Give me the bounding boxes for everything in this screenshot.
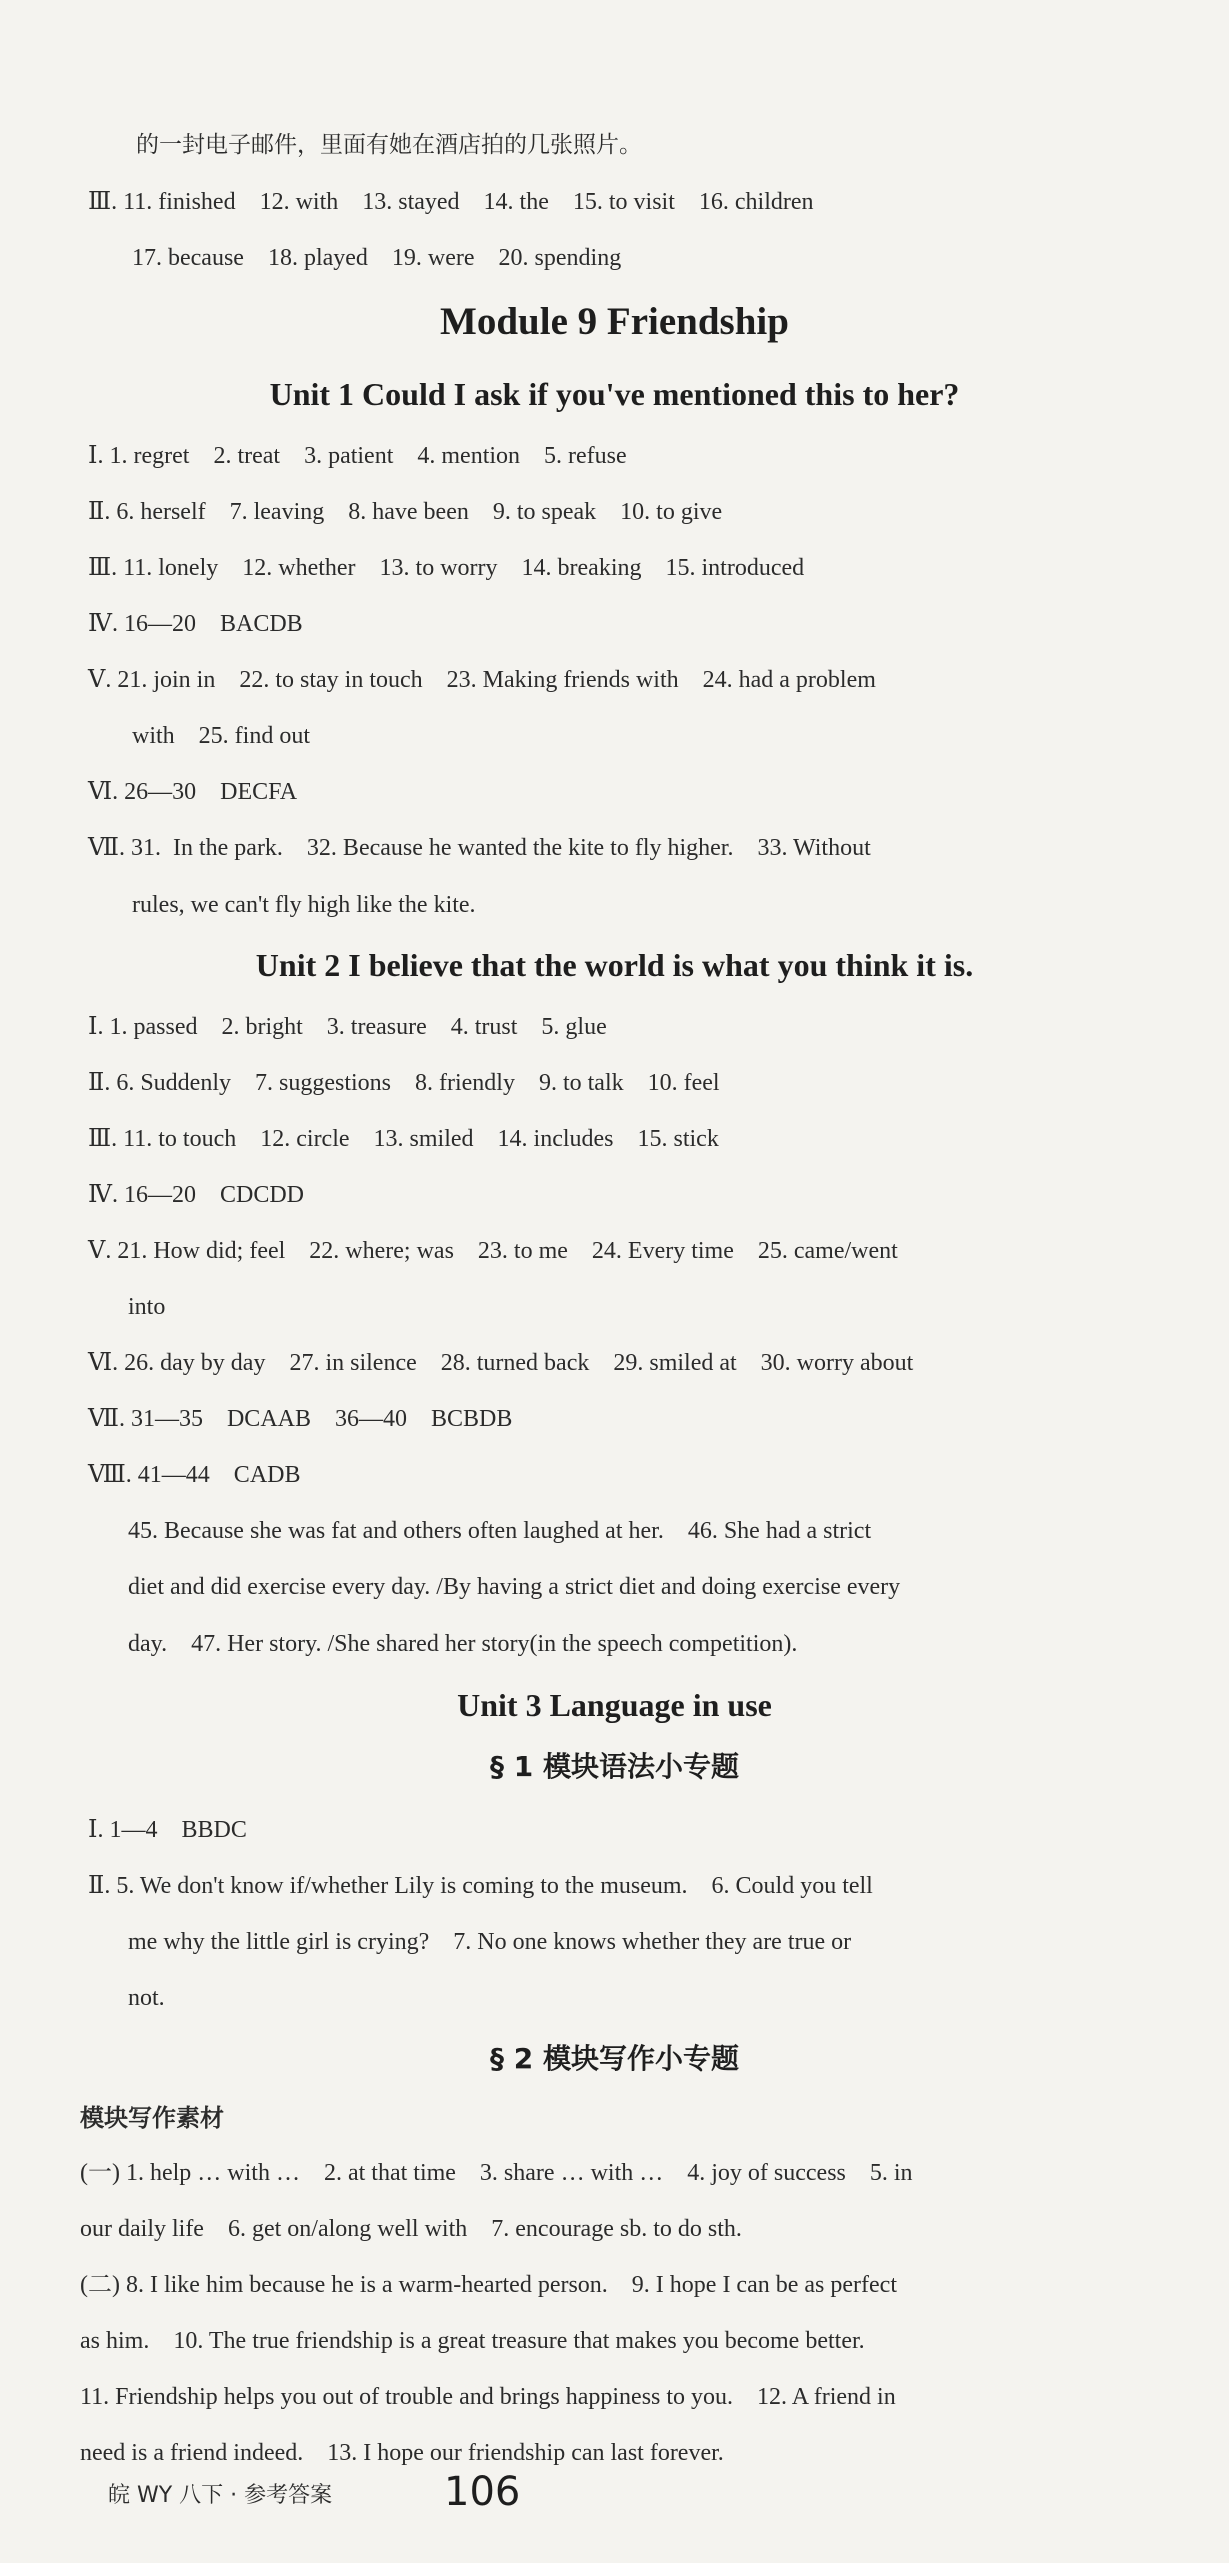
answer-line: Ⅳ. 16—20 CDCDD (88, 1182, 304, 1208)
unit-heading: Unit 3 Language in use (457, 1687, 772, 1723)
answer-line: Ⅵ. 26—30 DECFA (88, 779, 298, 805)
answer-line: diet and did exercise every day. /By having a strict diet and doing exercise every (128, 1574, 901, 1600)
answer-line: 45. Because she was fat and others often laughed at her. 46. She had a strict (128, 1518, 872, 1544)
answer-line: our daily life 6. get on/along well with 7. encourage sb. to do sth. (80, 2216, 742, 2242)
answer-line: Ⅳ. 16—20 BACDB (88, 611, 303, 637)
answer-line: Ⅵ. 26. day by day 27. in silence 28. turned back 29. smiled at 30. worry about (88, 1350, 914, 1376)
answer-line: Ⅱ. 5. We don't know if/whether Lily is coming to the museum. 6. Could you tell (88, 1873, 873, 1899)
answer-line: into (128, 1294, 166, 1320)
answer-line: Ⅰ. 1. passed 2. bright 3. treasure 4. trust 5. glue (88, 1014, 607, 1040)
footer-label: 皖 WY 八下 · 参考答案 (108, 2483, 333, 2508)
answer-line: not. (128, 1985, 165, 2011)
answer-line: 17. because 18. played 19. were 20. spending (132, 245, 622, 271)
answer-line: me why the little girl is crying? 7. No one knows whether they are true or (128, 1929, 852, 1955)
answer-line: Ⅰ. 1. regret 2. treat 3. patient 4. mention 5. refuse (88, 443, 627, 469)
module-heading: Module 9 Friendship (440, 300, 789, 343)
answer-line: Ⅲ. 11. lonely 12. whether 13. to worry 14. breaking 15. introduced (88, 555, 805, 581)
answer-line: (二) 8. I like him because he is a warm-hearted person. 9. I hope I can be as perfect (80, 2272, 897, 2298)
answer-line: 11. Friendship helps you out of trouble and brings happiness to you. 12. A friend in (80, 2384, 896, 2410)
answer-line: as him. 10. The true friendship is a great treasure that makes you become better. (80, 2328, 865, 2354)
answer-line: with 25. find out (132, 723, 310, 749)
unit-heading: Unit 2 I believe that the world is what you think it is. (255, 947, 974, 983)
answer-line: Ⅰ. 1—4 BBDC (88, 1817, 247, 1843)
materials-label: 模块写作素材 (80, 2104, 224, 2132)
answer-line: Ⅶ. 31—35 DCAAB 36—40 BCBDB (88, 1406, 513, 1432)
answer-line: (一) 1. help … with … 2. at that time 3. share … with … 4. joy of success 5. in (80, 2160, 913, 2186)
answer-line: Ⅴ. 21. How did; feel 22. where; was 23. to me 24. Every time 25. came/went (88, 1238, 898, 1264)
answer-line: Ⅲ. 11. finished 12. with 13. stayed 14. the 15. to visit 16. children (88, 189, 814, 215)
answer-line: Ⅲ. 11. to touch 12. circle 13. smiled 14. includes 15. stick (88, 1126, 719, 1152)
answer-line: Ⅷ. 41—44 CADB (88, 1462, 301, 1488)
answer-line: 的一封电子邮件，里面有她在酒店拍的几张照片。 (136, 132, 642, 158)
unit-heading: Unit 1 Could I ask if you've mentioned this to her? (269, 376, 960, 412)
answer-line: need is a friend indeed. 13. I hope our friendship can last forever. (80, 2440, 724, 2466)
answer-line: rules, we can't fly high like the kite. (132, 892, 476, 918)
answer-line: Ⅱ. 6. Suddenly 7. suggestions 8. friendly 9. to talk 10. feel (88, 1070, 720, 1096)
answer-line: Ⅱ. 6. herself 7. leaving 8. have been 9. to speak 10. to give (88, 499, 723, 525)
answer-line: Ⅴ. 21. join in 22. to stay in touch 23. Making friends with 24. had a problem (88, 667, 876, 693)
answer-line: day. 47. Her story. /She shared her story(in the speech competition). (128, 1631, 798, 1657)
page-number: 106 (444, 2469, 521, 2515)
section-heading: § 1 模块语法小专题 (490, 1750, 739, 1783)
answer-line: Ⅶ. 31. In the park. 32. Because he wanted the kite to fly higher. 33. Without (88, 835, 871, 861)
section-heading: § 2 模块写作小专题 (490, 2042, 739, 2075)
